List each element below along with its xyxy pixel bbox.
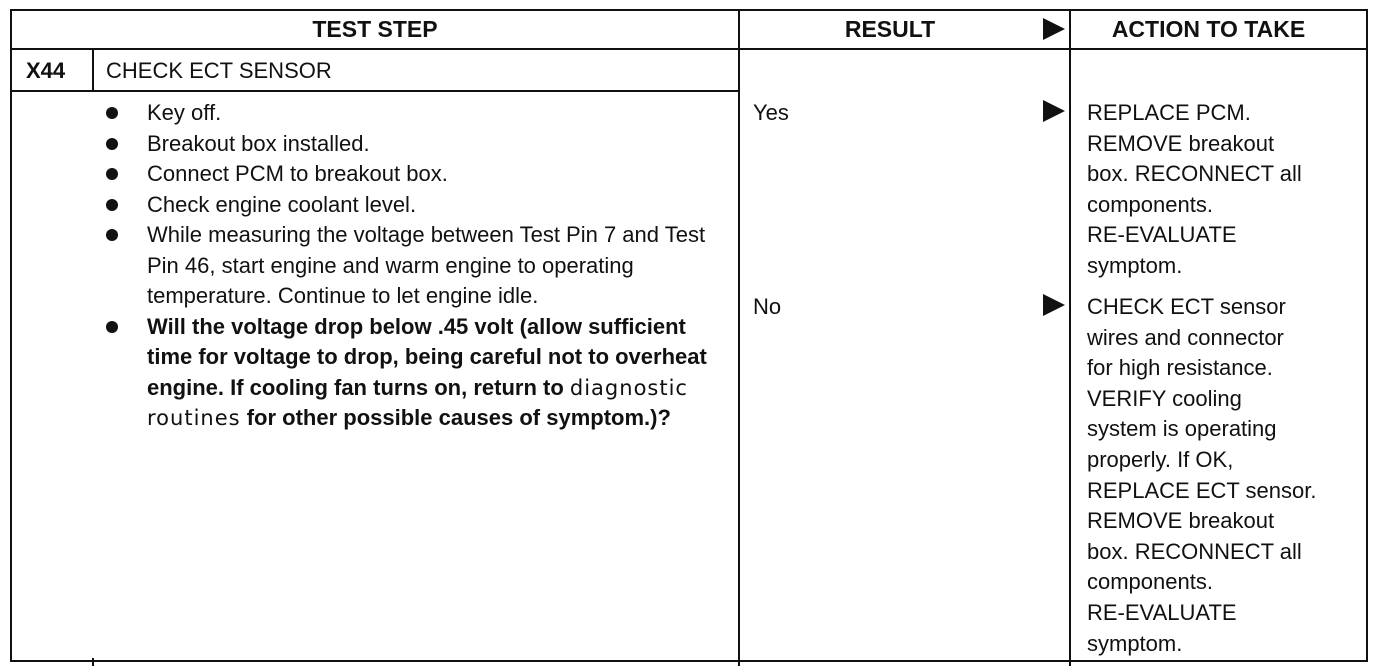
bullet-icon [106, 168, 118, 180]
bullet-icon [106, 229, 118, 241]
bullet-icon [106, 199, 118, 211]
list-item [147, 159, 722, 190]
table-right-border [1366, 9, 1368, 662]
action-yes [1087, 98, 1362, 282]
action-line: components. [1087, 191, 1213, 217]
header-bottom-border [10, 48, 1368, 50]
action-line: REPLACE ECT sensor. [1087, 477, 1317, 503]
instruction-text: Connect PCM to breakout box. [147, 161, 448, 186]
bullet-icon [106, 321, 118, 333]
step-id: X44 [26, 58, 66, 83]
action-line: symptom. [1087, 252, 1183, 278]
question-text: Will the voltage drop below .45 volt (allow sufficient time for voltage to drop, being careful not to overheat engine. If cooling fan turns on, return to [147, 313, 707, 400]
instruction-text: Key off. [147, 100, 222, 125]
list-item [147, 129, 722, 160]
action-line: for high resistance. [1087, 355, 1273, 381]
instruction-text: Breakout box installed. [147, 130, 370, 156]
step-title: CHECK ECT SENSOR [106, 58, 332, 83]
result-yes: Yes [753, 100, 789, 125]
action-line: CHECK ECT sensor [1087, 294, 1286, 319]
question-diagnostic-routines: diagnostic routines [147, 375, 688, 430]
step-id-divider [92, 48, 94, 91]
action-line: VERIFY cooling [1087, 385, 1242, 411]
list-item [147, 220, 722, 312]
action-line: box. RECONNECT all [1087, 161, 1302, 187]
result-no: No [753, 294, 782, 319]
table-bottom-border [10, 660, 1368, 662]
action-line: RE-EVALUATE [1087, 222, 1237, 248]
action-line: RE-EVALUATE [1087, 599, 1237, 625]
action-line: properly. If OK, [1087, 446, 1234, 472]
action-no [1087, 292, 1362, 659]
result-action-divider [1069, 9, 1071, 666]
action-line: symptom. [1087, 630, 1183, 656]
list-item [147, 312, 722, 434]
step-id-divider-lower-tick [92, 658, 94, 666]
question-text-end: for other possible causes of symptom.)? [246, 405, 671, 430]
result-no-arrow-icon [1043, 294, 1065, 316]
step-instructions [147, 98, 722, 434]
test-step-header: TEST STEP [312, 16, 438, 42]
test-step-result-divider [738, 9, 740, 666]
action-line: components. [1087, 569, 1213, 595]
bullet-icon [106, 107, 118, 119]
action-line: system is operating [1087, 416, 1277, 442]
action-line: REPLACE PCM. [1087, 100, 1251, 125]
instruction-text: While measuring the voltage between Test Pin 7 and Test Pin 46, start engine and warm engine to operating temperature. Continue to let engine idle. [147, 222, 706, 308]
action-line: REMOVE breakout [1087, 508, 1275, 534]
action-line: wires and connector [1087, 324, 1284, 350]
header-arrow-icon [1043, 18, 1065, 40]
result-header: RESULT [844, 16, 936, 42]
action-header: ACTION TO TAKE [1111, 16, 1306, 42]
action-line: box. RECONNECT all [1087, 538, 1302, 564]
table-left-border [10, 9, 12, 662]
list-item [147, 190, 722, 221]
result-yes-arrow-icon [1043, 100, 1065, 122]
instruction-text: Check engine coolant level. [147, 191, 417, 217]
list-item [147, 98, 722, 129]
bullet-icon [106, 138, 118, 150]
action-line: REMOVE breakout [1087, 130, 1275, 156]
